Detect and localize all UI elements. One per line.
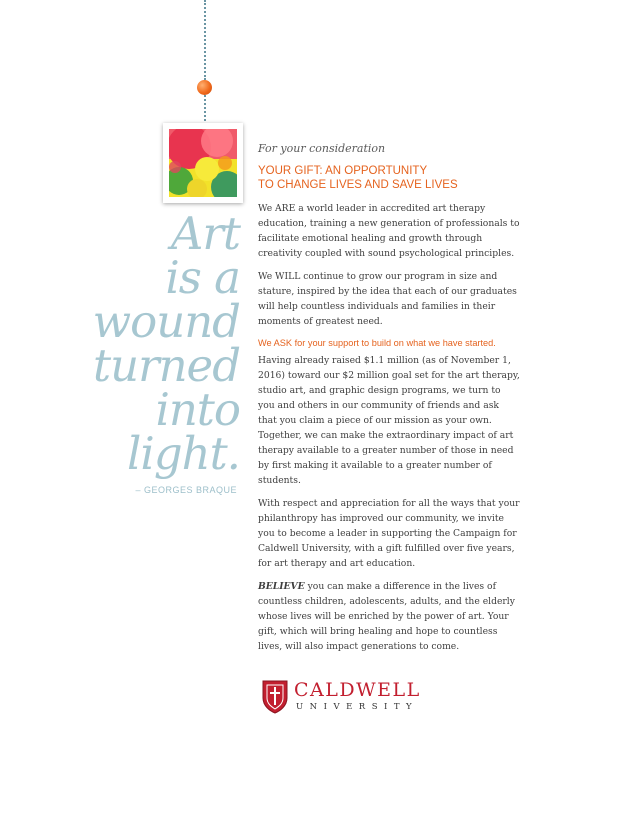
shield-icon (262, 680, 288, 714)
caldwell-university-logo (262, 678, 422, 718)
logo-name: CALDWELL (294, 679, 421, 701)
quote-line: wound (92, 295, 240, 348)
quote-line: turned (93, 339, 240, 392)
paragraph-will: We WILL continue to grow our program in size and stature, inspired by the idea that each of our graduates will help countless individuals and families in their moments of greatest need. (258, 271, 517, 327)
quote-line: is a (165, 251, 240, 304)
headline (258, 164, 520, 192)
eyebrow-text: For your consideration (258, 142, 386, 155)
believe-body: you can make a difference in the lives of countless children, adolescents, adults, and the elderly whose lives will be enriched by the power of art. Your gift, which will bring healing and hope to countless lives, will also impact generations to come. (258, 581, 515, 652)
main-content (258, 142, 520, 662)
quote-line: light. (127, 427, 240, 480)
paragraph-are: We ARE a world leader in accredited art therapy education, training a new generation of professionals to facilitate emotional healing and growth through creativity coupled with sound psychological principles. (258, 203, 520, 259)
quote-line: into (155, 383, 240, 436)
quote-line: Art (170, 207, 240, 260)
headline-line: TO CHANGE LIVES AND SAVE LIVES (258, 179, 458, 191)
abstract-painting-image (169, 129, 237, 197)
orange-bead-ornament (197, 80, 212, 95)
paragraph-raised: Having already raised $1.1 million (as of November 1, 2016) toward our $2 million goal set for the art therapy, studio art, and graphic design programs, we turn to you and others in our community of friends and ask that you claim a piece of our mission as your own. Together, we can make the extraordinary impact of art therapy available to a greater number of those in need by first making it available to a greater number of students. (258, 355, 520, 486)
painting-thumbnail (163, 123, 243, 203)
ask-subheading: We ASK for your support to build on what we have started. (258, 338, 496, 348)
hanging-string-lower (204, 95, 206, 125)
paragraph-invite: With respect and appreciation for all the ways that your philanthropy has improved our community, we invite you to become a leader in supporting the Campaign for Caldwell University, with a gift fulfilled over five years, for art therapy and art education. (258, 498, 520, 569)
logo-subtitle: UNIVERSITY (296, 702, 419, 712)
pull-quote (40, 207, 240, 480)
hanging-string (204, 0, 206, 80)
quote-attribution: – GEORGES BRAQUE (135, 485, 237, 495)
headline-line: YOUR GIFT: AN OPPORTUNITY (258, 165, 428, 177)
paragraph-believe (258, 579, 520, 654)
believe-lead-word: BELIEVE (258, 581, 305, 592)
